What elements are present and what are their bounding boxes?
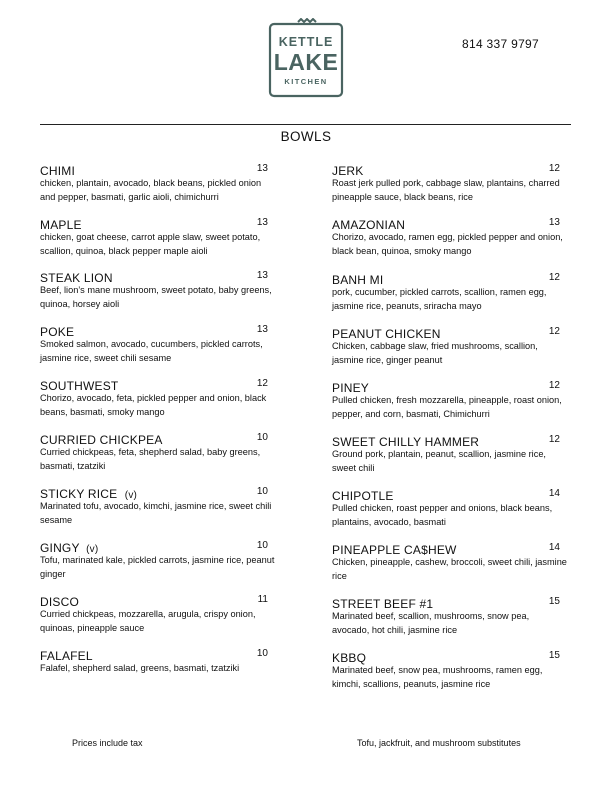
item-name: DISCO (40, 595, 80, 609)
item-name: PEANUT CHICKEN (332, 327, 441, 341)
item-name: BANH MI (332, 273, 384, 287)
item-description: chicken, goat cheese, carrot apple slaw, sweet potato, scallion, quinoa, black pepper maple aioli (40, 232, 261, 256)
item-name: POKE (40, 325, 75, 339)
item-description: pork, cucumber, pickled carrots, scallion, ramen egg, jasmine rice, peanuts, sriracha mayo (332, 287, 547, 311)
item-name: AMAZONIAN (332, 218, 406, 232)
item-description: Chorizo, avocado, ramen egg, pickled pepper and onion, black bean, quinoa, smoky mango (332, 232, 563, 256)
item-description: Roast jerk pulled pork, cabbage slaw, plantains, charred pineapple sauce, black beans, rice (332, 178, 560, 202)
item-name: CHIPOTLE (332, 489, 394, 503)
menu-item-kbbq (332, 649, 568, 691)
item-price: 14 (548, 488, 560, 499)
item-name: SOUTHWEST (40, 379, 119, 393)
item-price: 13 (256, 270, 268, 281)
header-divider (40, 124, 571, 125)
item-name: KBBQ (332, 651, 367, 665)
menu-item-chipotle (332, 487, 568, 529)
menu-item-steak-lion (40, 269, 276, 311)
menu-item-chimi (40, 162, 276, 204)
item-name: FALAFEL (40, 649, 93, 663)
item-price: 12 (548, 163, 560, 174)
item-name: PINEY (332, 381, 370, 395)
item-description: Tofu, marinated kale, pickled carrots, jasmine rice, peanut ginger (40, 555, 275, 579)
menu-item-poke (40, 323, 276, 365)
item-name: STICKY RICE (40, 487, 118, 501)
item-name: CHIMI (40, 164, 75, 178)
item-description: Falafel, shepherd salad, greens, basmati, tzatziki (40, 663, 240, 673)
menu-item-jerk (332, 162, 568, 204)
item-price: 15 (548, 596, 560, 607)
item-price: 13 (256, 163, 268, 174)
item-description: Marinated tofu, avocado, kimchi, jasmine rice, sweet chili sesame (40, 501, 272, 525)
item-name: GINGY (40, 541, 80, 555)
item-price: 10 (256, 540, 268, 551)
footer-prices-note: Prices include tax (72, 738, 143, 748)
item-description: Ground pork, plantain, peanut, scallion, jasmine rice, sweet chili (332, 449, 546, 473)
menu-item-banh-mi (332, 271, 568, 313)
item-description: Beef, lion’s mane mushroom, sweet potato, baby greens, quinoa, horsey aioli (40, 285, 272, 309)
menu-item-piney (332, 379, 568, 421)
item-price: 12 (256, 378, 268, 389)
item-price: 10 (256, 648, 268, 659)
section-title: BOWLS (280, 129, 332, 144)
menu-item-maple (40, 216, 276, 258)
item-name: STREET BEEF #1 (332, 597, 434, 611)
logo-line3: KITCHEN (284, 77, 328, 86)
item-price: 10 (256, 486, 268, 497)
vegetarian-tag: (v) (124, 490, 138, 501)
item-description: Curried chickpeas, feta, shepherd salad, baby greens, basmati, tzatziki (40, 447, 261, 471)
item-description: Chorizo, avocado, feta, pickled pepper and onion, black beans, basmati, smoky mango (40, 393, 267, 417)
phone-number: 814 337 9797 (462, 37, 540, 51)
vegetarian-tag: (v) (86, 544, 99, 555)
item-name: STEAK LION (40, 271, 113, 285)
item-name: CURRIED CHICKPEA (40, 433, 163, 447)
item-price: 13 (256, 217, 268, 228)
menu-item-sweet-chilly-hammer (332, 433, 568, 475)
item-description: Marinated beef, scallion, mushrooms, snow pea, avocado, hot chili, jasmine rice (332, 611, 530, 635)
item-description: Smoked salmon, avocado, cucumbers, pickled carrots, jasmine rice, sweet chili sesame (40, 339, 263, 363)
menu-item-gingy (40, 539, 276, 581)
menu-item-disco (40, 593, 276, 635)
item-price: 12 (548, 380, 560, 391)
item-price: 12 (548, 272, 560, 283)
item-price: 13 (548, 217, 560, 228)
item-price: 11 (257, 594, 268, 605)
item-description: Pulled chicken, roast pepper and onions, black beans, plantains, avocado, basmati (332, 503, 553, 527)
footer-substitutes-note: Tofu, jackfruit, and mushroom substitutes (357, 738, 521, 748)
item-description: Chicken, cabbage slaw, fried mushrooms, scallion, jasmine rice, ginger peanut (332, 341, 538, 365)
logo-line2: LAKE (273, 49, 339, 75)
menu-item-falafel (40, 647, 276, 676)
menu-item-peanut-chicken (332, 325, 568, 367)
item-price: 10 (256, 432, 268, 443)
item-description: Marinated beef, snow pea, mushrooms, ramen egg, kimchi, scallions, peanuts, jasmine rice (332, 665, 543, 689)
item-description: Pulled chicken, fresh mozzarella, pineapple, roast onion, pepper, and corn, basmati, Chimichurri (332, 395, 562, 419)
menu-item-sticky-rice (40, 485, 276, 527)
item-description: chicken, plantain, avocado, black beans, pickled onion and pepper, basmati, garlic aioli, chimichurri (40, 178, 262, 202)
menu-item-curried-chickpea (40, 431, 276, 473)
menu-item-amazonian (332, 216, 568, 258)
menu-item-pineapple-cashew (332, 541, 568, 583)
item-description: Chicken, pineapple, cashew, broccoli, sweet chili, jasmine rice (332, 557, 567, 581)
item-name: SWEET CHILLY HAMMER (332, 435, 480, 449)
item-price: 12 (548, 326, 560, 337)
item-name: PINEAPPLE CA$HEW (332, 543, 457, 557)
item-price: 13 (256, 324, 268, 335)
item-price: 14 (548, 542, 560, 553)
item-price: 12 (548, 434, 560, 445)
menu-item-southwest (40, 377, 276, 419)
item-description: Curried chickpeas, mozzarella, arugula, crispy onion, quinoas, pineapple sauce (40, 609, 256, 633)
menu-item-street-beef (332, 595, 568, 637)
kettle-lake-kitchen-logo (268, 18, 344, 98)
item-price: 15 (548, 650, 560, 661)
item-name: JERK (332, 164, 364, 178)
item-name: MAPLE (40, 218, 82, 232)
logo-line1: KETTLE (278, 35, 334, 49)
